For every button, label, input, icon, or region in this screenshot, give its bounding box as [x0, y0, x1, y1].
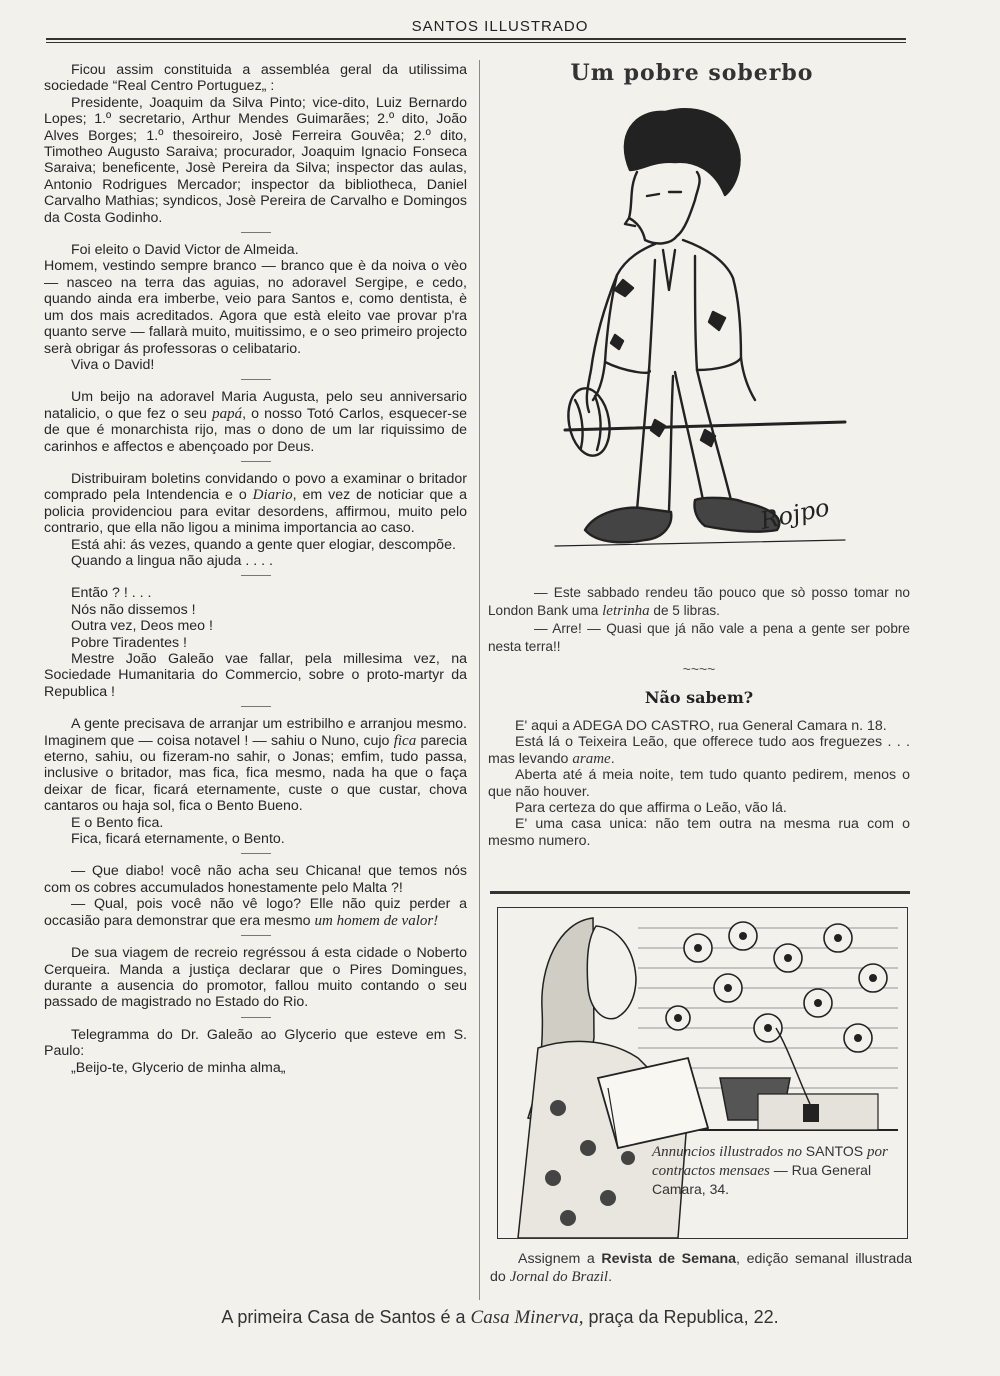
paragraph: Pobre Tiradentes ! — [71, 634, 187, 651]
cartoon-caption — [488, 584, 910, 849]
cartoon-signature: Rojpo — [757, 493, 832, 535]
bold-text: Revista de Semana — [601, 1251, 737, 1267]
italic-text: arame — [572, 750, 611, 767]
italic-text: Jornal do Brazil — [509, 1269, 609, 1285]
paragraph: Mestre João Galeão vae fallar, pela millesima vez, na Sociedade Humanitaria do Commercio, sobre o proto-martyr da Republica ! — [44, 651, 467, 700]
paragraph: Ficou assim constituida a assembléa geral da utilissima sociedade “Real Centro Portuguez„ : — [44, 62, 467, 95]
text: — Rua General Camara, 34. — [652, 1162, 872, 1197]
ornament: ~~~~ — [682, 661, 716, 677]
section-rule — [490, 891, 910, 894]
header-rule-thin — [46, 42, 906, 43]
ad-caption — [652, 1142, 896, 1198]
paragraph: Está ahi: ás vezes, quando a gente quer elogiar, descompõe. — [71, 536, 456, 553]
paragraph: E' uma casa unica: não tem outra na mesma rua com o mesmo numero. — [488, 816, 910, 849]
text: — Qual, pois você não vê logo? Elle não quiz perder a occasião para demonstrar que era mesmo — [44, 896, 467, 929]
paragraph — [44, 896, 467, 929]
paragraph: Foi eleito o David Victor de Almeida. — [71, 242, 299, 259]
text: . — [610, 750, 615, 767]
separator — [241, 379, 271, 380]
text: de 5 libras. — [649, 602, 720, 618]
text: Assignem a — [518, 1251, 602, 1267]
paragraph: Presidente, Joaquim da Silva Pinto; vice-dito, Luiz Bernardo Lopes; 1.º secretario, Arthur Mendes Guimarães; 2.º dito, João Alves Borges; 1.º thesoireiro, Josè Ferreira Gouvêa; 2.º dito, Timotheo Augusto Saraiva; procurador, Joaquim Ignacio Fonseca Saraiva; beneficente, Josè Pereira da Silva; inspector das aulas, Antonio Rodrigues Mercador; inspector da bibliotheca, Daniel Carvalho Mathias; syndicos, Josè Pereira de Carvalho e Domingos da Costa Godinho. — [44, 94, 467, 226]
paragraph: De sua viagem de recreio regréssou á esta cidade o Noberto Cerqueira. Manda a justiça declarar que o Pires Domingues, durante a ausencia do promotor, fallou muito contando o seu passado de magistrado no Estado do Rio. — [44, 945, 467, 1011]
italic-text: Annuncios illustrados no — [652, 1144, 806, 1160]
paragraph: Nós não dissemos ! — [71, 601, 196, 618]
text: Um beijo na adoravel Maria Augusta, pelo seu anniversario natalicio, o que fez o seu — [44, 389, 467, 422]
left-column — [44, 62, 467, 1076]
revista-notice — [490, 1250, 912, 1286]
paragraph: Quando a lingua não ajuda . . . . — [71, 552, 273, 569]
separator — [241, 232, 271, 233]
text: . — [608, 1269, 613, 1285]
italic-text: um homem de valor! — [314, 912, 439, 929]
text: praça da Republica, 22. — [583, 1307, 779, 1327]
text: , edição semanal illustrada do — [490, 1251, 912, 1285]
italic-text: letrinha — [602, 602, 650, 619]
paragraph: Viva o David! — [71, 356, 155, 373]
caption-line: — Arre! — Quasi que já não vale a pena a gente ser pobre nesta terra!! — [488, 621, 910, 654]
text: — Este sabbado rendeu tão pouco que sò posso tomar no London Bank uma — [488, 585, 910, 618]
paragraph: E' aqui a ADEGA DO CASTRO, rua General Camara n. 18. — [515, 718, 887, 734]
section-title: Não sabem? — [644, 687, 754, 707]
paragraph: Aberta até á meia noite, tem tudo quanto pedirem, menos o que não houver. — [488, 767, 910, 800]
paragraph: Então ? ! . . . — [71, 585, 152, 602]
separator — [241, 935, 271, 936]
paragraph: Para certeza do que affirma o Leão, vão lá. — [515, 800, 787, 817]
separator — [241, 461, 271, 462]
separator — [241, 706, 271, 707]
text: , o nosso Totó Carlos, esquecer-se de que é monarchista rijo, mas o dono de um lar riquissimo de carinhos e affectos e abençoado por Deus. — [44, 405, 467, 455]
caption-line — [488, 584, 910, 620]
text: , em vez de noticiar que a policia providenciou para evitar desordens, affirmou, muito pelo contrario, que ella não ligou a minima importancia ao caso. — [44, 487, 467, 537]
cartoon-title: Um pobre soberbo — [570, 60, 814, 86]
header-rule — [46, 38, 906, 40]
paragraph — [44, 389, 467, 455]
italic-text: papá — [212, 405, 243, 422]
text: SANTOS — [805, 1143, 864, 1159]
italic-text: fica — [393, 732, 417, 749]
paragraph: E o Bento fica. — [71, 814, 164, 831]
italic-text: por contractos mensaes — [652, 1144, 888, 1179]
paragraph — [44, 471, 467, 537]
paragraph: „Beijo-te, Glycerio de minha alma„ — [71, 1059, 286, 1076]
page-header: SANTOS ILLUSTRADO — [411, 18, 589, 35]
paragraph: Telegramma do Dr. Galeão ao Glycerio que esteve em S. Paulo: — [44, 1026, 467, 1060]
text: A primeira Casa de Santos é a — [221, 1307, 471, 1327]
italic-text: Diario — [252, 487, 293, 504]
text: Está lá o Teixeira Leão, que offerece tudo aos freguezes . . . mas levando — [488, 734, 910, 767]
text: parecia eterno, sahiu, ou fizeram-no sahir, o Jonas; emfim, tudo passa, inclusive o britador, mas fica, fica mesmo, nada ha que o faça deixar de ficar, ficará eternamente, custe o que custar, chova cantaros ou haja sol, fica o Bento Bueno. — [44, 732, 467, 815]
column-divider — [479, 60, 480, 1300]
paragraph — [44, 716, 467, 814]
paragraph — [488, 734, 910, 767]
footer-line — [0, 1307, 1000, 1329]
paragraph: Outra vez, Deos meo ! — [71, 618, 213, 635]
italic-text: Casa Minerva, — [470, 1307, 584, 1328]
paragraph: — Que diabo! você não acha seu Chicana! que temos nós com os cobres accumulados honestamente pelo Malta ?! — [44, 863, 467, 896]
paragraph: Homem, vestindo sempre branco — branco que è da noiva o vèo — nasceo na terra das aguias, no adoravel Sergipe, e cedo, quando ainda era imberbe, veio para Santos e, como dentista, è um dos mais acreditados. Agora que està eleito vae provar p'ra quanto serve — fallarà muito, muitissimo, e o seo primeiro projecto serà obrigar ás professoras o celibatario. — [44, 258, 467, 357]
separator — [241, 1017, 271, 1018]
separator — [241, 575, 271, 576]
text: A gente precisava de arranjar um estribilho e arranjou mesmo. Imaginem que — coisa notavel ! — sahiu o Nuno, cujo — [44, 716, 467, 749]
separator — [241, 853, 271, 854]
text: Distribuiram boletins convidando o povo a examinar o britador comprado pela Intendencia e o — [44, 470, 467, 504]
paragraph: Fica, ficará eternamente, o Bento. — [71, 831, 285, 848]
